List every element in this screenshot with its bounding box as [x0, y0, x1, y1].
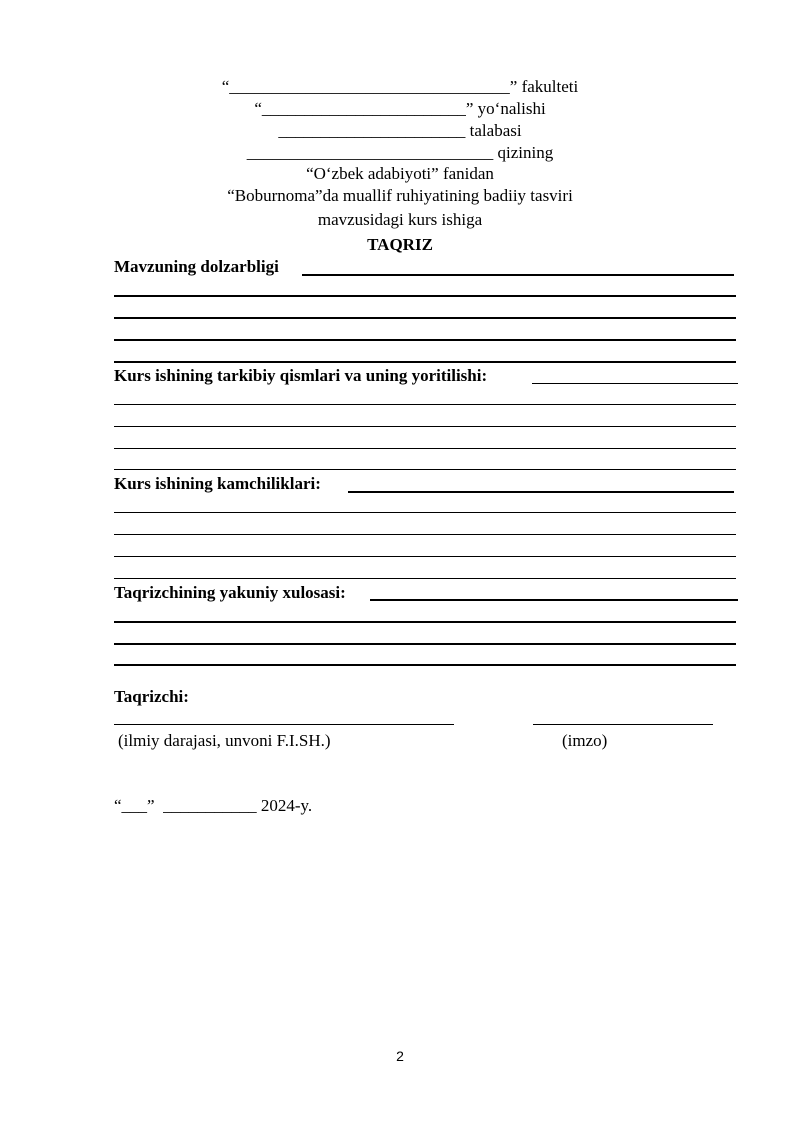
shortcomings-answer-line — [114, 578, 736, 579]
shortcomings-answer-line — [114, 556, 736, 557]
relevance-answer-line — [302, 274, 734, 276]
shortcomings-label: Kurs ishining kamchiliklari: — [114, 474, 321, 493]
subject-line: “O‘zbek adabiyoti” fanidan — [306, 164, 494, 183]
relevance-answer-line — [114, 361, 736, 363]
reviewer-name-line — [114, 724, 454, 725]
reviewer-label: Taqrizchi: — [114, 687, 189, 706]
reviewer-credentials-caption: (ilmiy darajasi, unvoni F.I.SH.) — [118, 731, 331, 750]
structure-answer-line — [114, 469, 736, 470]
structure-answer-line — [114, 426, 736, 427]
course-work-line: mavzusidagi kurs ishiga — [317, 210, 483, 229]
shortcomings-answer-line — [114, 534, 736, 535]
signature-caption: (imzo) — [562, 731, 608, 750]
conclusion-answer-line — [114, 664, 736, 666]
signature-line — [533, 724, 713, 725]
conclusion-answer-line — [114, 621, 736, 623]
relevance-answer-line — [114, 339, 736, 341]
faculty-line: “_________________________________” fakulteti — [221, 77, 579, 96]
structure-label: Kurs ishining tarkibiy qismlari va uning yoritilishi: — [114, 366, 488, 385]
page-title: TAQRIZ — [367, 235, 433, 254]
shortcomings-answer-line — [348, 491, 734, 493]
relevance-label: Mavzuning dolzarbligi — [114, 257, 279, 276]
conclusion-label: Taqrizchining yakuniy xulosasi: — [114, 583, 346, 602]
conclusion-answer-line — [370, 599, 738, 601]
structure-answer-line — [532, 383, 738, 384]
student-line: ______________________ talabasi — [278, 121, 522, 140]
date-line: “___” ___________ 2024-y. — [114, 796, 313, 815]
relevance-answer-line — [114, 317, 736, 319]
structure-answer-line — [114, 448, 736, 449]
shortcomings-answer-line — [114, 512, 736, 513]
page-number: 2 — [396, 1048, 404, 1064]
direction-line: “________________________” yo‘nalishi — [254, 99, 546, 118]
relevance-answer-line — [114, 295, 736, 297]
topic-line: “Boburnoma”da muallif ruhiyatining badiiy tasviri — [227, 186, 573, 205]
name-line: _____________________________ qizining — [246, 143, 554, 162]
structure-answer-line — [114, 404, 736, 405]
conclusion-answer-line — [114, 643, 736, 645]
